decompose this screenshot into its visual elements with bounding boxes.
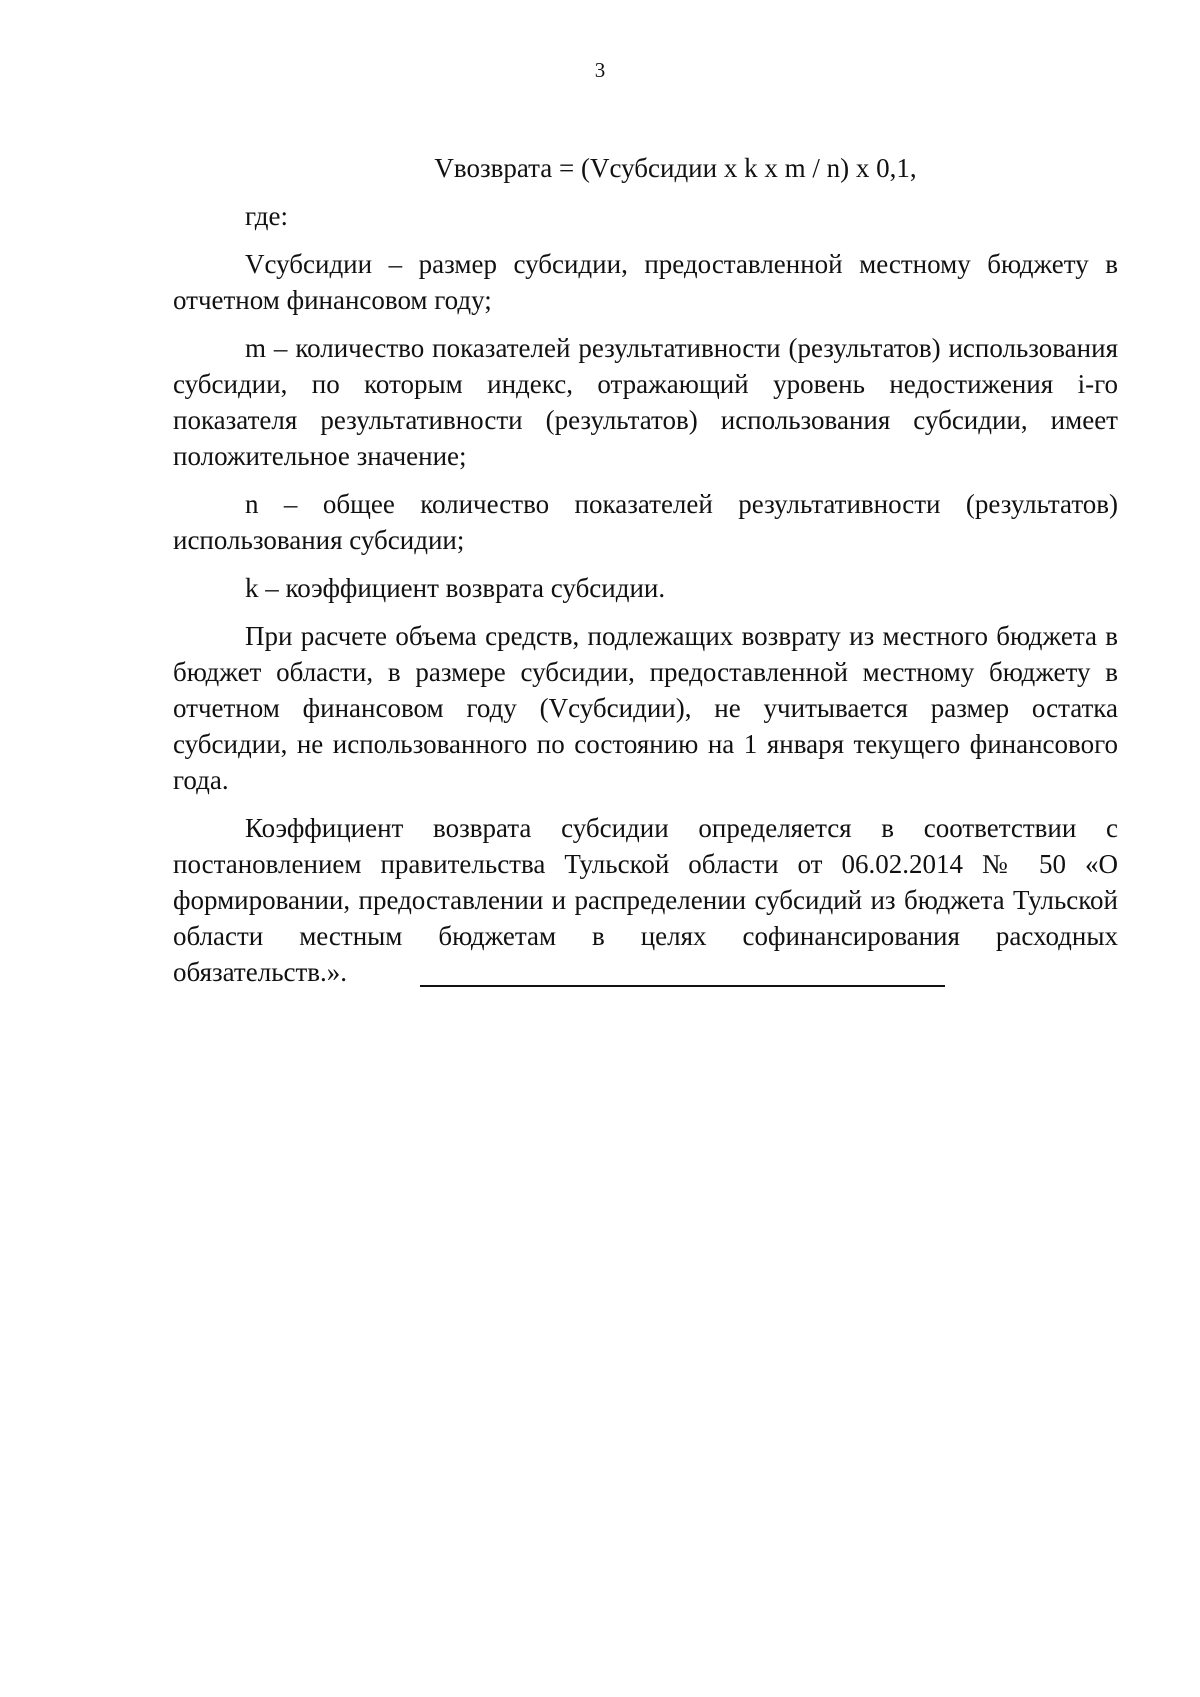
paragraph-coefficient-reference: Коэффициент возврата субсидии определяется в соответствии с постановлением правительства Тульской области от 06.02.2014 № 50 «О формировании, предоставлении и распределении субсидий из бюджета Тульской области местным бюджетам в целях софинансирования расходных обязательств.». xyxy=(173,813,1118,987)
paragraph-calculation-note: При расчете объема средств, подлежащих возврату из местного бюджета в бюджет области, в размере субсидии, предоставленной местному бюджету в отчетном финансовом году (Vсубсидии), не учитывается размер остатка субсидии, не использованного по состоянию на 1 января текущего финансового года. xyxy=(173,621,1118,795)
paragraph-n-definition: n – общее количество показателей результативности (результатов) использования субсидии; xyxy=(173,489,1118,555)
paragraph-where: где: xyxy=(245,201,288,231)
paragraph-k-definition: k – коэффициент возврата субсидии. xyxy=(245,573,666,603)
document-body xyxy=(173,150,1118,1002)
paragraph-v-subsidy-definition: Vсубсидии – размер субсидии, предоставленной местному бюджету в отчетном финансовом году; xyxy=(173,249,1118,315)
page-number: 3 xyxy=(594,58,606,82)
end-of-document-rule xyxy=(420,985,945,987)
paragraph-m-definition: m – количество показателей результативности (результатов) использования субсидии, по которым индекс, отражающий уровень недостижения i-го показателя результативности (результатов) использования субсидии, имеет положительное значение; xyxy=(173,333,1118,471)
formula: Vвозврата = (Vсубсидии x k x m / n) x 0,1, xyxy=(434,153,917,183)
